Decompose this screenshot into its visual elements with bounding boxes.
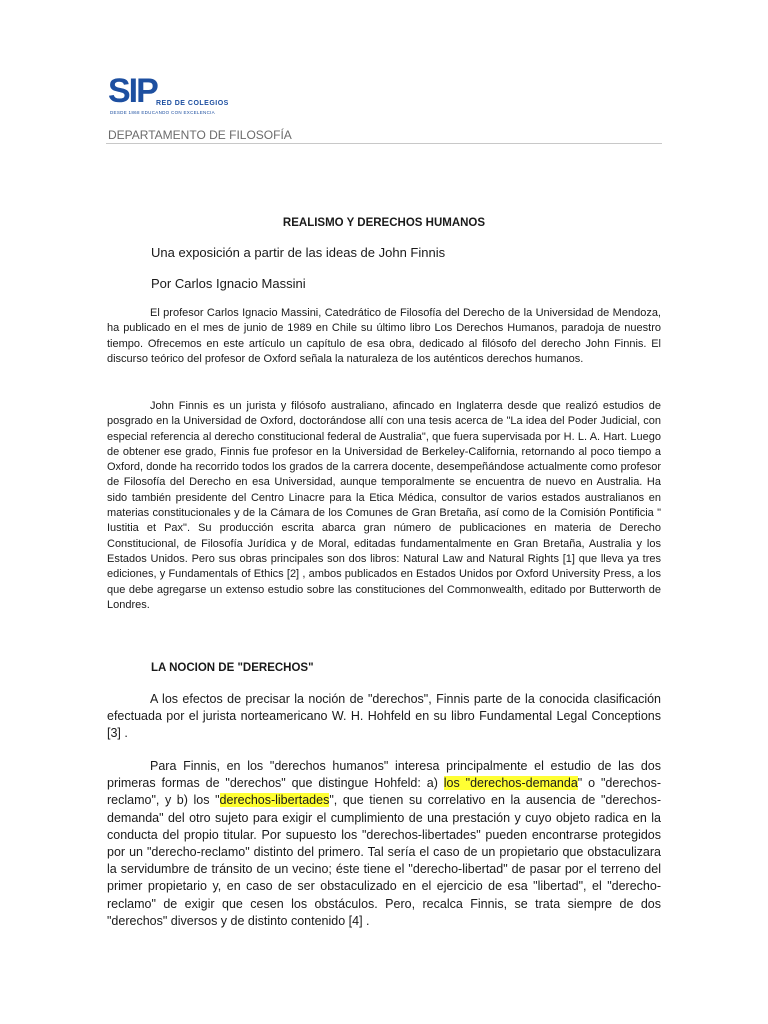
paragraph-text: ", que tienen su correlativo en la ausencia de "derechos-demanda" del otro sujeto para exigir el cumplimiento de una prestación y cuyo objeto radica en la conducta del propio titular. Por supuesto los "derechos-libertades" pueden encontrarse protegidos por un "derecho-reclamo" distinto del primero. Tal sería el caso de un propietario que obstaculizara la servidumbre de tránsito de un vecino; éste tiene el "derecho-libertad" de pasar por el terreno del primer propietario y, en caso de ser obstaculizado en el ejercicio de esa "libertad", el "derecho-reclamo" de exigir que cesen los obstáculos. Pero, recalca Finnis, se trata siempre de dos "derechos" diversos y de distinto contenido [4] . [107, 793, 661, 928]
logo-mark: SIP [108, 72, 157, 110]
highlighted-text: los "derechos-demanda [443, 776, 578, 791]
paragraph-intro: El profesor Carlos Ignacio Massini, Catedrático de Filosofía del Derecho de la Universidad de Mendoza, ha publicado en el mes de junio de 1989 en Chile su último libro Los Derechos Humanos, paradoja de nuestro tiempo. Ofrecemos en este artículo un capítulo de esa obra, dedicado al filósofo del derecho John Finnis. El discurso teórico del profesor de Oxford señala la naturaleza de los auténticos derechos humanos. [107, 307, 661, 365]
highlighted-text: derechos-libertades [219, 793, 330, 808]
paragraph-biography: John Finnis es un jurista y filósofo australiano, afincado en Inglaterra desde que realizó estudios de posgrado en la Universidad de Oxford, doctorándose allí con una tesis acerca de "La idea del Poder Judicial, con especial referencia al derecho constitucional federal de Australia", que fuera supervisada por H. L. A. Hart. Luego de obtener ese grado, Finnis fue profesor en la Universidad de Berkeley-California, retornando al poco tiempo a Oxford, donde ha recorrido todos los grados de la carrera docente, desempeñándose actualmente como profesor de Filosofía del Derecho en esa Universidad, aunque temporalmente se encuentra de nuevo en Australia. Ha sido también presidente del Centro Linacre para la Etica Médica, consultor de varios estados australianos en materias constitucionales y de la Cámara de los Comunes de Gran Bretaña, así como de la Comisión Pontificia " Iustitia et Pax". Su producción escrita abarca gran número de publicaciones en materia de Derecho Constitucional, de Filosofía Jurídica y de Moral, editadas fundamentalmente en Gran Bretaña, Australia y los Estados Unidos. Pero sus obras principales son dos libros: Natural Law and Natural Rights [1] que lleva ya tres ediciones, y Fundamentals of Ethics [2] , ambos publicados en Estados Unidos por Oxford University Press, a los que debe agregarse un extenso estudio sobre las constituciones del Commonwealth, editado por Butterworth de Londres. [107, 400, 661, 611]
logo-motto: DESDE 1868 EDUCANDO CON EXCELENCIA [110, 110, 215, 115]
paragraph-derechos [107, 758, 661, 930]
logo-tagline: RED DE COLEGIOS [156, 100, 229, 107]
paragraph-text: " o "derechos-reclamo", y b) los " [107, 776, 662, 808]
paragraph-hohfeld: A los efectos de precisar la noción de "derechos", Finnis parte de la conocida clasificación efectuada por el jurista norteamericano W. H. Hohfeld en su libro Fundamental Legal Conceptions [3] . [107, 692, 661, 741]
document-subtitle: Una exposición a partir de las ideas de John Finnis [151, 245, 446, 260]
paragraph-text: Para Finnis, en los "derechos humanos" interesa principalmente el estudio de las dos primeras formas de "derechos" que distingue Hohfeld: a) [107, 759, 661, 791]
section-heading: LA NOCION DE "DERECHOS" [151, 662, 314, 674]
document-author: Por Carlos Ignacio Massini [151, 276, 306, 291]
header-divider [106, 143, 662, 144]
document-title: REALISMO Y DERECHOS HUMANOS [282, 217, 486, 229]
department-header: DEPARTAMENTO DE FILOSOFÍA [108, 128, 292, 142]
school-logo [108, 74, 248, 118]
